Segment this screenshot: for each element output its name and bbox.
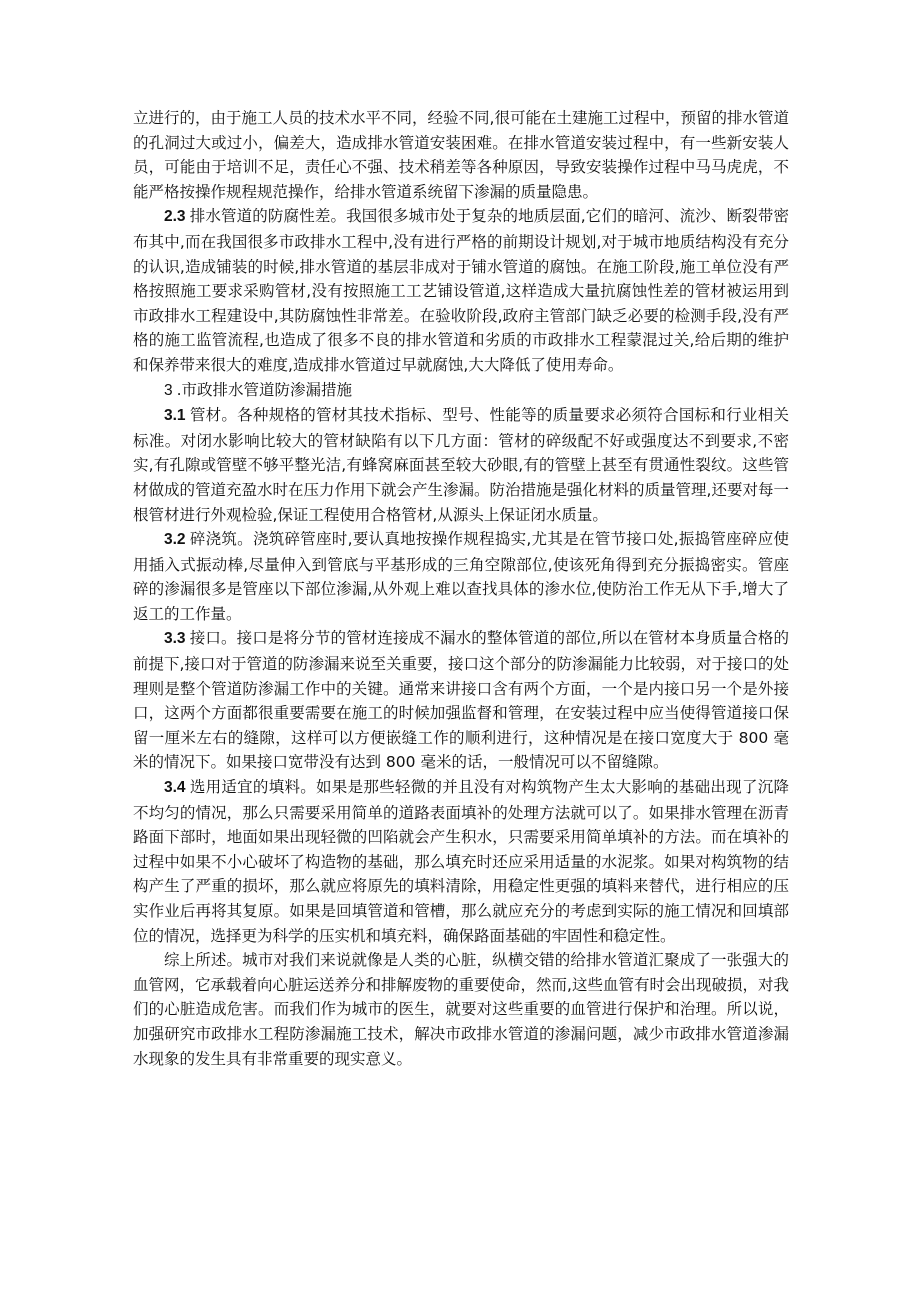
document-body — [133, 106, 789, 1071]
paragraph-intro-text: 立进行的，由于施工人员的技术水平不同，经验不同,很可能在土建施工过程中，预留的排水管道的孔洞过大或过小，偏差大，造成排水管道安装困难。在排水管道安装过程中，有一些新安装人员，可能由于培训不足，责任心不强、技术稍差等各种原因，导致安装操作过程中马马虎虎，不能严格按操作规程规范操作，给排水管道系统留下渗漏的质量隐患。 — [133, 109, 789, 201]
section-3-4-text: 选用适宜的填料。如果是那些轻微的并且没有对构筑物产生太大影响的基础出现了沉降不均匀的情况，那么只需要采用简单的道路表面填补的处理方法就可以了。如果排水管理在沥青路面下部时，地面如果出现轻微的凹陷就会产生积水，只需要采用简单填补的方法。而在填补的过程中如果不小心破坏了构造物的基础，那么填充时还应采用适量的水泥浆。如果对构筑物的结构产生了严重的损坏，那么就应将原先的填料清除，用稳定性更强的填料来替代，进行相应的压实作业后再将其复原。如果是回填管道和管槽，那么就应充分的考虑到实际的施工情况和回填部位的情况，选择更为科学的压实机和填充料，确保路面基础的牢固性和稳定性。 — [133, 778, 789, 945]
section-3-2 — [133, 527, 789, 626]
paragraph-conclusion — [133, 948, 789, 1071]
section-2-3 — [133, 204, 789, 377]
heading-3-text: .市政排水管道防渗漏措施 — [176, 380, 353, 399]
section-3-2-text: 碎浇筑。浇筑碎管座时,要认真地按操作规程捣实,尤其是在管节接口处,振捣管座碎应使用插入式振动棒,尽量伸入到管底与平基形成的三角空隙部位,使该死角得到充分振捣密实。管座碎的渗漏很多是管座以下部位渗漏,从外观上难以查找具体的渗水位,使防治工作无从下手,增大了返工的工作量。 — [133, 530, 789, 623]
section-3-1-number: 3.1 — [164, 407, 186, 425]
heading-3 — [133, 378, 789, 404]
section-3-4 — [133, 775, 789, 948]
section-3-2-number: 3.2 — [164, 531, 186, 549]
section-2-3-number: 2.3 — [164, 208, 186, 226]
section-3-3-number: 3.3 — [164, 630, 186, 648]
section-3-3-text: 接口。接口是将分节的管材连接成不漏水的整体管道的部位,所以在管材本身质量合格的前提下,接口对于管道的防渗漏来说至关重要，接口这个部分的防渗漏能力比较弱，对于接口的处理则是整个管道防渗漏工作中的关键。通常来讲接口含有两个方面，一个是内接口另一个是外接口，这两个方面都很重要需要在施工的时候加强监督和管理，在安装过程中应当使得管道接口保留一厘米左右的缝隙，这样可以方便嵌缝工作的顺利进行，这种情况是在接口宽度大于 800 毫米的情况下。如果接口宽带没有达到 800 毫米的话，一般情况可以不留缝隙。 — [133, 629, 789, 772]
section-3-3 — [133, 626, 789, 775]
paragraph-intro — [133, 106, 789, 204]
paragraph-conclusion-text: 综上所述。城市对我们来说就像是人类的心脏，纵横交错的给排水管道汇聚成了一张强大的血管网，它承载着向心脏运送养分和排解废物的重要使命，然而,这些血管有时会出现破损，对我们的心脏造成危害。而我们作为城市的医生，就要对这些重要的血管进行保护和治理。所以说，加强研究市政排水工程防渗漏施工技术，解决市政排水管道的渗漏问题，减少市政排水管道渗漏水现象的发生具有非常重要的现实意义。 — [133, 951, 789, 1068]
heading-3-number: 3 — [164, 381, 173, 399]
section-3-1 — [133, 403, 789, 527]
section-3-4-number: 3.4 — [164, 779, 186, 797]
section-2-3-text: 排水管道的防腐性差。我国很多城市处于复杂的地质层面,它们的暗河、流沙、断裂带密布其中,而在我国很多市政排水工程中,没有进行严格的前期设计规划,对于城市地质结构没有充分的认识,造成铺装的时候,排水管道的基层非成对于铺水管道的腐蚀。在施工阶段,施工单位没有严格按照施工要求采购管材,没有按照施工工艺铺设管道,这样造成大量抗腐蚀性差的管材被运用到市政排水工程建设中,其防腐蚀性非常差。在验收阶段,政府主管部门缺乏必要的检测手段,没有严格的施工监管流程,也造成了很多不良的排水管道和劣质的市政排水工程蒙混过关,给后期的维护和保养带来很大的难度,造成排水管道过早就腐蚀,大大降低了使用寿命。 — [133, 207, 789, 374]
section-3-1-text: 管材。各种规格的管材其技术指标、型号、性能等的质量要求必须符合国标和行业相关标准。对闭水影响比较大的管材缺陷有以下几方面：管材的碎级配不好或强度达不到要求,不密实,有孔隙或管壁不够平整光洁,有蜂窝麻面甚至较大砂眼,有的管壁上甚至有贯通性裂纹。这些管材做成的管道充盈水时在压力作用下就会产生渗漏。防治措施是强化材料的质量管理,还要对每一根管材进行外观检验,保证工程使用合格管材,从源头上保证闭水质量。 — [133, 406, 789, 524]
